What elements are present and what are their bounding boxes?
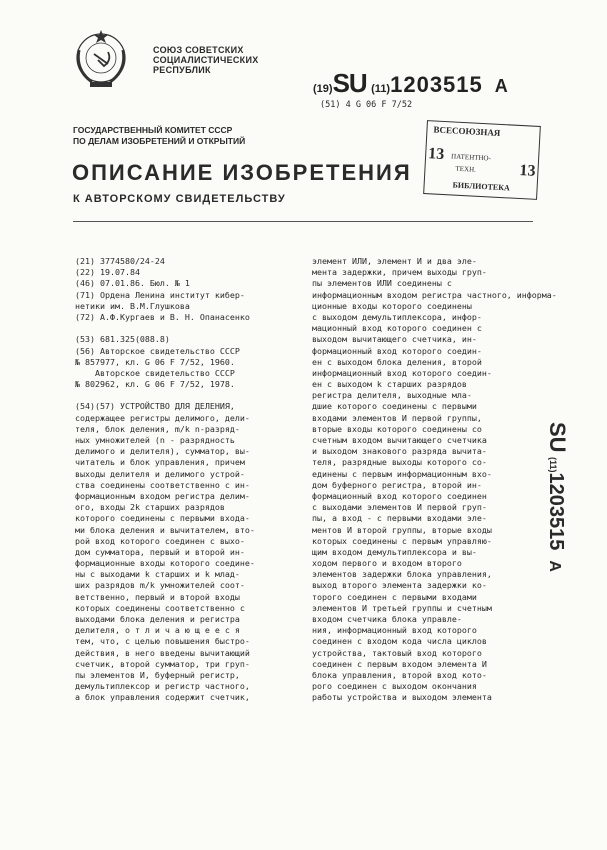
text-line: ходом первого и входом второго <box>312 558 462 569</box>
text-line: пы элементов И, буферный регистр, <box>75 669 240 680</box>
text-line: ен с выходом блока деления, второй <box>312 356 482 367</box>
stamp-line: ТЕХН. <box>455 164 477 174</box>
org-line: РЕСПУБЛИК <box>153 65 211 75</box>
text-line: теля, разрядные выходы которого со- <box>312 457 487 468</box>
stamp-number: 13 <box>519 161 536 180</box>
text-line: пы, а вход - с первыми входами эле- <box>312 513 487 524</box>
text-line: работы устройства и выходом элемента <box>312 692 492 703</box>
margin-patent-number <box>545 422 572 692</box>
margin-country: SU <box>545 422 570 453</box>
text-line: соединен с первым входом элемента И <box>312 658 487 669</box>
text-line: (71) Ордена Ленина институт кибер- <box>75 289 245 300</box>
left-text-column <box>75 256 255 704</box>
patent-number <box>313 68 508 99</box>
text-line: ных умножителей (n - разрядность <box>75 435 235 445</box>
text-line: которых соединены соответственно с <box>75 602 245 613</box>
text-line: ми блока деления и вычитателем, вто- <box>75 524 255 535</box>
text-line: информационным входом регистра частного, информа- <box>312 289 557 300</box>
text-line: выходы делителя и делимого устрой- <box>75 468 245 479</box>
text-line: (22) 19.07.84 <box>75 267 140 278</box>
text-line: рой вход которого соединен с выхо- <box>75 535 245 546</box>
text-line: делителя, о т л и ч а ю щ е е с я <box>75 625 240 636</box>
text-line: формационный вход которого соединен <box>312 490 487 501</box>
text-line: с выходами элементов И первой груп- <box>312 502 487 513</box>
ipc-classification: (51) 4 G 06 F 7/52 <box>320 100 413 110</box>
text-line: содержащее регистры делимого, дели- <box>75 412 250 423</box>
text-line: тем, что, с целью повышения быстро- <box>75 636 250 647</box>
text-line: ния, информационный вход которого <box>312 625 477 636</box>
patent-num-prefix: (11) <box>371 83 391 95</box>
text-line: щим входом демультиплексора и вы- <box>312 546 477 557</box>
text-line: пы элементов ИЛИ соединены с <box>312 278 452 289</box>
stamp-line: ПАТЕНТНО- <box>450 152 492 163</box>
text-line <box>75 390 255 401</box>
text-line: дом сумматора, первый и второй ин- <box>75 546 245 557</box>
text-line: действия, в него введены вычитающий <box>75 647 250 658</box>
text-line: ны с выходами k старших и k млад- <box>75 569 240 580</box>
text-line: счетчик, второй сумматор, три груп- <box>75 658 250 669</box>
org-line: СОЮЗ СОВЕТСКИХ <box>153 45 244 55</box>
text-line: (46) 07.01.86. Бюл. № 1 <box>75 278 190 289</box>
text-line: входом счетчика блока управле- <box>312 614 462 624</box>
text-line: мента задержки, причем выходы груп- <box>312 267 487 278</box>
margin-num-prefix: (11) <box>548 457 558 473</box>
text-line: делимого и делителя), сумматор, вы- <box>75 446 250 457</box>
text-line: № 857977, кл. G 06 F 7/52, 1960. <box>75 356 235 367</box>
text-line: (72) А.Ф.Кургаев и В. Н. Опанасенко <box>75 311 250 322</box>
committee-line: ПО ДЕЛАМ ИЗОБРЕТЕНИЙ И ОТКРЫТИЙ <box>73 136 246 146</box>
margin-kind: A <box>546 560 563 572</box>
stamp-line: БИБЛИОТЕКА <box>452 180 511 193</box>
text-line: выход второго элемента задержки ко- <box>312 580 487 591</box>
patent-kind: A <box>494 76 508 96</box>
text-line: теля, блок деления, m/k n-разряд- <box>75 423 240 434</box>
issuing-country-block <box>153 45 259 75</box>
document-title: ОПИСАНИЕ ИЗОБРЕТЕНИЯ <box>72 160 412 185</box>
text-line: (54)(57) УСТРОЙСТВО ДЛЯ ДЕЛЕНИЯ, <box>75 401 235 412</box>
text-line: демультиплексор и регистр частного, <box>75 681 250 692</box>
text-line: формационным входом регистра делим- <box>75 490 250 501</box>
text-line: элементов И третьей группы и счетным <box>312 602 492 613</box>
text-line: читатель и блок управления, причем <box>75 457 245 468</box>
text-line: Авторское свидетельство СССР <box>75 367 235 378</box>
text-line: ветственно, первый и второй входы <box>75 591 240 602</box>
text-line: блока управления, второй вход кото- <box>312 669 487 680</box>
margin-number: 1203515 <box>545 472 567 551</box>
ussr-emblem-icon <box>70 20 132 90</box>
text-line: дшие которого соединены с первыми <box>312 401 477 412</box>
text-line: счетным входом вычитающего счетчика <box>312 435 487 445</box>
org-line: СОЦИАЛИСТИЧЕСКИХ <box>153 55 259 65</box>
patent-country: SU <box>332 68 367 98</box>
text-line: № 802962, кл. G 06 F 7/52, 1978. <box>75 379 235 390</box>
text-line: регистра делителя, выходные мла- <box>312 390 472 401</box>
patent-number-value: 1203515 <box>390 72 483 97</box>
text-line: ментов И второй группы, вторые входы <box>312 524 492 535</box>
text-line: ционные входы которого соединены <box>312 300 472 311</box>
text-line: и выходом знакового разряда вычита- <box>312 446 487 457</box>
header-divider <box>73 221 533 222</box>
text-line: ого, входы 2k старших разрядов <box>75 502 225 513</box>
text-line: элемент ИЛИ, элемент И и два эле- <box>312 256 477 266</box>
right-text-column <box>312 256 557 704</box>
committee-block <box>73 125 245 147</box>
text-line: ен с выходом k старших разрядов <box>312 379 467 390</box>
text-line: мационный вход которого соединен с <box>312 323 482 334</box>
text-line: которых соединены с первым управляю- <box>312 535 492 546</box>
text-line: устройства, тактовый вход которого <box>312 647 482 658</box>
document-subtitle: К АВТОРСКОМУ СВИДЕТЕЛЬСТВУ <box>73 193 286 205</box>
text-line: (21) 3774580/24-24 <box>75 256 165 266</box>
stamp-number: 13 <box>427 145 445 164</box>
stamp-line: ВСЕСОЮЗНАЯ <box>433 124 501 138</box>
text-line: дом буферного регистра, второй ин- <box>312 479 482 490</box>
patent-prefix: (19) <box>313 83 333 95</box>
text-line: единены с первым информационным вхо- <box>312 468 492 479</box>
text-line: ства соединены соответственно с ин- <box>75 479 250 490</box>
text-line: нетики им. В.М.Глушкова <box>75 300 190 311</box>
text-line: информационный вход которого соедин- <box>312 367 492 378</box>
text-line <box>75 323 255 334</box>
text-line: рого соединен с выходом окончания <box>312 681 477 692</box>
text-line: выходами блока деления и регистра <box>75 614 240 624</box>
text-line: которого соединены с первыми входа- <box>75 513 250 524</box>
text-line: соединен с входом кода числа циклов <box>312 636 487 647</box>
text-line: элементов задержки блока управления, <box>312 569 492 580</box>
text-line: ших разрядов m/k умножителей соот- <box>75 580 245 591</box>
text-line: торого соединен с первыми входами <box>312 591 477 602</box>
text-line: входами элементов И первой группы, <box>312 412 482 423</box>
committee-line: ГОСУДАРСТВЕННЫЙ КОМИТЕТ СССР <box>73 125 233 135</box>
text-line: выходом вычитающего счетчика, ин- <box>312 334 477 345</box>
text-line: вторые входы которого соединены со <box>312 423 482 434</box>
text-line: (56) Авторское свидетельство СССР <box>75 345 240 356</box>
text-line: (53) 681.325(088.8) <box>75 334 170 345</box>
library-stamp <box>423 120 541 200</box>
text-line: а блок управления содержит счетчик, <box>75 692 250 703</box>
text-line: формационный вход которого соедин- <box>312 345 482 356</box>
text-line: формационные входы которого соедине- <box>75 558 255 569</box>
text-line: с выходом демультиплексора, инфор- <box>312 311 482 322</box>
